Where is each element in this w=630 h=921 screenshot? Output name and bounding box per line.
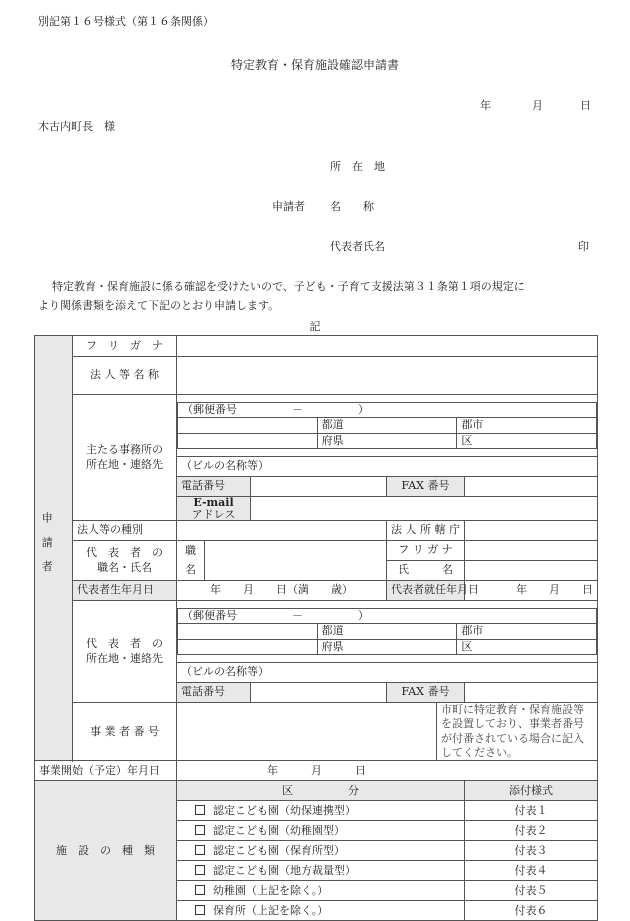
applicant-name-label: 名 称 bbox=[330, 200, 374, 213]
date-month-label: 月 bbox=[532, 99, 543, 112]
facility-option[interactable]: 幼稚園（上記を除く。） bbox=[177, 881, 465, 901]
ki-label: 記 bbox=[309, 320, 321, 333]
rep-tenure-field[interactable]: 年 月 日 bbox=[465, 581, 598, 601]
applicant-label: 申請者 bbox=[272, 200, 305, 213]
date-year-label: 年 bbox=[480, 99, 491, 112]
furigana-field[interactable] bbox=[177, 336, 598, 357]
rep-fax-label: FAX 番号 bbox=[387, 683, 465, 703]
rep-name-label: 氏 名 bbox=[387, 561, 465, 581]
fax-field[interactable] bbox=[465, 477, 598, 497]
checkbox-icon[interactable] bbox=[195, 805, 205, 815]
facility-option[interactable]: 認定こども園（地方裁量型） bbox=[177, 861, 465, 881]
representative-name-label: 代表者氏名 bbox=[330, 240, 385, 253]
attach-form: 付表４ bbox=[465, 861, 598, 881]
rep-todo-label: 都道 bbox=[317, 624, 457, 639]
corp-authority-label: 法 人 所 轄 庁 bbox=[387, 521, 465, 541]
email-field[interactable] bbox=[251, 497, 598, 521]
addressee: 木古内町長 様 bbox=[38, 120, 115, 133]
application-table bbox=[34, 335, 598, 921]
gunshi-label: 郡市 bbox=[457, 418, 597, 433]
corp-type-label: 法人等の種別 bbox=[73, 521, 177, 541]
attach-form: 付表５ bbox=[465, 881, 598, 901]
business-number-note: 市町に特定教育・保育施設等を設置しており、事業者番号が付番されている場合に記入してください。 bbox=[437, 703, 598, 761]
main-office-address-field[interactable] bbox=[177, 395, 598, 457]
kubun-header: 区 分 bbox=[177, 781, 465, 801]
rep-address-field[interactable] bbox=[177, 601, 598, 663]
ku-label: 区 bbox=[457, 433, 597, 448]
rep-fax-field[interactable] bbox=[465, 683, 598, 703]
start-date-label: 事業開始（予定）年月日 bbox=[35, 761, 177, 781]
body-text-line-1: 特定教育・保育施設に係る確認を受けたいので、子ども・子育て支援法第３１条第１項の規定に bbox=[52, 280, 525, 293]
facility-option[interactable]: 認定こども園（幼保連携型） bbox=[177, 801, 465, 821]
shoku-label: 職 bbox=[177, 541, 205, 561]
attach-form: 付表１ bbox=[465, 801, 598, 821]
document-title: 特定教育・保育施設確認申請書 bbox=[230, 58, 399, 72]
facility-option[interactable]: 認定こども園（幼稚園型） bbox=[177, 821, 465, 841]
rep-tel-field[interactable] bbox=[251, 683, 387, 703]
checkbox-icon[interactable] bbox=[195, 825, 205, 835]
todo-label: 都道 bbox=[317, 418, 457, 433]
facility-option[interactable]: 認定こども園（保育所型） bbox=[177, 841, 465, 861]
fax-label: FAX 番号 bbox=[387, 477, 465, 497]
checkbox-icon[interactable] bbox=[195, 885, 205, 895]
date-day-label: 日 bbox=[580, 99, 591, 112]
applicant-section-header: 申請者 bbox=[35, 336, 73, 761]
corp-authority-field[interactable] bbox=[465, 521, 598, 541]
attach-form-header: 添付様式 bbox=[465, 781, 598, 801]
rep-building-field[interactable]: （ビルの名称等） bbox=[177, 663, 598, 683]
facility-type-label: 施 設 の 種 類 bbox=[35, 781, 177, 921]
checkbox-icon[interactable] bbox=[195, 865, 205, 875]
email-label: E-mail アドレス bbox=[177, 497, 251, 521]
fuken-label: 府県 bbox=[317, 433, 457, 448]
rep-ku-label: 区 bbox=[457, 639, 597, 654]
rep-tel-label: 電話番号 bbox=[177, 683, 251, 703]
facility-option[interactable]: 保育所（上記を除く。） bbox=[177, 901, 465, 921]
attach-form: 付表２ bbox=[465, 821, 598, 841]
checkbox-icon[interactable] bbox=[195, 845, 205, 855]
rep-birth-label: 代表者生年月日 bbox=[73, 581, 177, 601]
rep-address-label: 代 表 者 の 所在地・連絡先 bbox=[73, 601, 177, 703]
rep-title-name-label: 代 表 者 の 職名・氏名 bbox=[73, 541, 177, 581]
furigana-label: フ リ ガ ナ bbox=[73, 336, 177, 357]
main-office-building-field[interactable]: （ビルの名称等） bbox=[177, 457, 598, 477]
form-number: 別記第１６号様式（第１６条関係） bbox=[38, 15, 214, 28]
business-number-label: 事 業 者 番 号 bbox=[73, 703, 177, 761]
address-label: 所 在 地 bbox=[330, 160, 385, 173]
attach-form: 付表６ bbox=[465, 901, 598, 921]
rep-tenure-label: 代表者就任年月日 bbox=[387, 581, 465, 601]
checkbox-icon[interactable] bbox=[195, 905, 205, 915]
attach-form: 付表３ bbox=[465, 841, 598, 861]
corp-name-label: 法 人 等 名 称 bbox=[73, 357, 177, 395]
rep-gunshi-label: 郡市 bbox=[457, 624, 597, 639]
rep-name-field[interactable] bbox=[465, 561, 598, 581]
corp-type-field[interactable] bbox=[177, 521, 387, 541]
main-office-label: 主たる事務所の 所在地・連絡先 bbox=[73, 395, 177, 521]
mei-label: 名 bbox=[177, 561, 205, 581]
start-date-field[interactable]: 年 月 日 bbox=[177, 761, 598, 781]
corp-name-field[interactable] bbox=[177, 357, 598, 395]
tel-label: 電話番号 bbox=[177, 477, 251, 497]
rep-furigana-label: フ リ ガ ナ bbox=[387, 541, 465, 561]
postal-code-label: （郵便番号 － ） bbox=[178, 403, 597, 418]
seal-mark: 印 bbox=[578, 240, 589, 253]
tel-field[interactable] bbox=[251, 477, 387, 497]
rep-postal-code-label: （郵便番号 － ） bbox=[178, 609, 597, 624]
body-text-line-2: より関係書類を添えて下記のとおり申請します。 bbox=[38, 299, 280, 312]
business-number-field[interactable] bbox=[177, 703, 437, 761]
rep-title-field[interactable] bbox=[205, 541, 387, 581]
rep-birth-field[interactable]: 年 月 日（満 歳） bbox=[177, 581, 387, 601]
rep-furigana-field[interactable] bbox=[465, 541, 598, 561]
rep-fuken-label: 府県 bbox=[317, 639, 457, 654]
